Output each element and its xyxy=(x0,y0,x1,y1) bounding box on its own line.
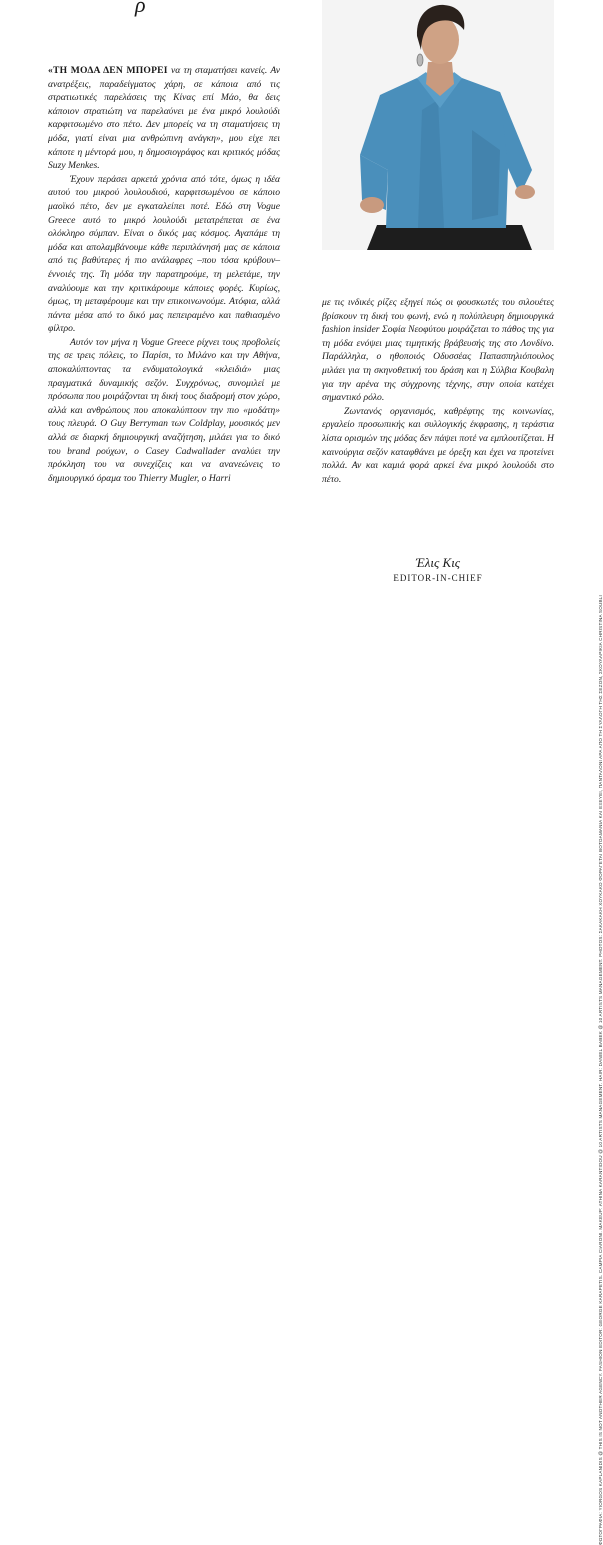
headline-fragment: ρ xyxy=(135,0,146,17)
paragraph-3: Αυτόν τον μήνα η Vogue Greece ρίχνει τους προβολείς της σε τρεις πόλεις, το Παρίσι, το Μιλάνο και την Αθήνα, αποκαλύπτοντας τα ενδυματολογικά «κλειδιά» μιας πραγματικά δυναμικής σεζόν. Συγχρόνως, συνομιλεί με πρόσωπα που μοιράζονται τη δική τους διαδρομή στον χώρο, αλλά και ανθρώπους που αποκαλύπτουν την πιο «μοδάτη» τους πλευρά. Ο Guy Berryman των Coldplay, μουσικός μεν αλλά σε διαρκή δημιουργική αναζήτηση, μιλάει για το δικό του brand ρούχων, ο Casey Cadwallader αναλύει την πρόκληση του να συνεχίζεις και να ανανεώνεις το δημιουργικό όραμα του Thierry Mugler, ο Harri xyxy=(48,336,280,484)
paragraph-4: Ζωντανός οργανισμός, καθρέφτης της κοινωνίας, εργαλείο προσωπικής και συλλογικής έκφρασης, η τεράστια λίστα ορισμών της μόδας δεν πάψει ποτέ να εμπλουτίζεται. Η καινούργια σεζόν καταφθάνει με όρεξη και έχει να προτείνει πολλά. Αν και καμιά φορά αρκεί ένα μικρό λουλούδι στο πέτο. xyxy=(322,405,554,485)
article-column-right xyxy=(322,296,554,486)
portrait-illustration xyxy=(322,0,554,250)
paragraph-2: Έχουν περάσει αρκετά χρόνια από τότε, όμως η ιδέα αυτού του μικρού λουλουδιού, καρφιτσωμένου σε κάποιο μαοϊκό πέτο, δεν με εγκαταλείπει ποτέ. Εδώ στη Vogue Greece αυτό το μικρό λουλούδι μετατρέπεται σε ένα ολόκληρο σύμπαν. Είναι ο δικός μας κόσμος. Αγαπάμε τη μόδα και απολαμβάνουμε κάθε περιπλάνησή μας σε κάποια από τις βαθύτερες ή πιο ανάλαφρες –που τόσα κρύβουν– έννοιές της. Τη μόδα την παρατηρούμε, τη μελετάμε, την αναλύουμε και την κριτικάρουμε κάποιες φορές. Κυρίως, όμως, τη μεταφέρουμε και την επικοινωνούμε. Ατόφια, αλλά πάντα μέσα από το δικό μας πεπειραμένο και παθιασμένο φίλτρο. xyxy=(48,173,280,335)
photo-credits-text: ΦΩΤΟΓΡΑΦΙΑ: YIORGOS KAPLANIDIS @ THIS IS NOT ANOTHER AGENCY. FASHION EDITOR: GEORGE KARAPETIS. CAMPIA CIARONI. MAKEUP: ATHINA KARANTIDOU @ 10 ARTISTS MANAGEMENT. HAIR: DANIEL BABEK @ 10 ARTISTS MANAGEMENT. PHOTOS: ΣΑΚΑΚΑΚΗ ΧΟΥΚΑΚΟ ΦΟΡΑΓΕΤΑΙ ΒΟΤΟΑΜΑΝΙΑ ΚΑΙ ΕΞΕΥΕΙ, ΠΑΝΤΑΛΟΝΙ ΑΡΑ ΑΠΟ ΤΗ ΣΥΛΛΟΓΗ ΤΗΣ ΣΕΖΟΝ, ΣΚΟΥΛΑΡΙΚΙΑ CHRISTINA SOUBLI xyxy=(598,595,603,1545)
photo-credits xyxy=(588,40,603,1545)
paragraph-1 xyxy=(48,64,280,173)
editor-portrait xyxy=(322,0,554,250)
signature-block xyxy=(322,555,554,583)
editor-name: Έλις Κις xyxy=(415,555,461,570)
article-column-left xyxy=(48,64,280,485)
lead-in: «ΤΗ ΜΟΔΑ ΔΕΝ ΜΠΟΡΕΙ xyxy=(48,65,168,76)
lead-text: να τη σταματήσει κανείς. Αν ανατρέξεις, παραδείγματος χάρη, σε κάποια από τις στρατιωτικές παρελάσεις της Κίνας επί Μάο, θα δεις κάποιον στρατιώτη να παρελαύνει με ένα μικρό λουλούδι καρφιτσωμένο στο πέτο. Δεν μπορείς να τη σταματήσεις τη μόδα, γιατί είναι μια ανθρώπινη ανάγκη», μου είχε πει κάποτε η μέντορά μου, η δημοσιογράφος και κριτικός μόδας Suzy Menkes. xyxy=(48,65,280,172)
paragraph-3-continued: με τις ινδικές ρίζες εξηγεί πώς οι φουσκωτές του σιλουέτες βρίσκουν τη δική του φωνή, ενώ η πολύπλευρη δημιουργικά fashion insider Σοφία Νεοφύτου μοιράζεται το πάθος της για τη μόδα ενόψει μιας τιμητικής βράβευσής της στο Λονδίνο. Παράλληλα, ο ηθοποιός Οδυσσέας Παπασπηλιόπουλος μιλάει για τη σκηνοθετική του δράση και η Σύλβια Κουβαλη για την αρένα της σύγχρονης τέχνης, στην οποία κατέχει σημαντικό ρόλο. xyxy=(322,297,554,404)
editor-role: EDITOR-IN-CHIEF xyxy=(393,573,483,583)
